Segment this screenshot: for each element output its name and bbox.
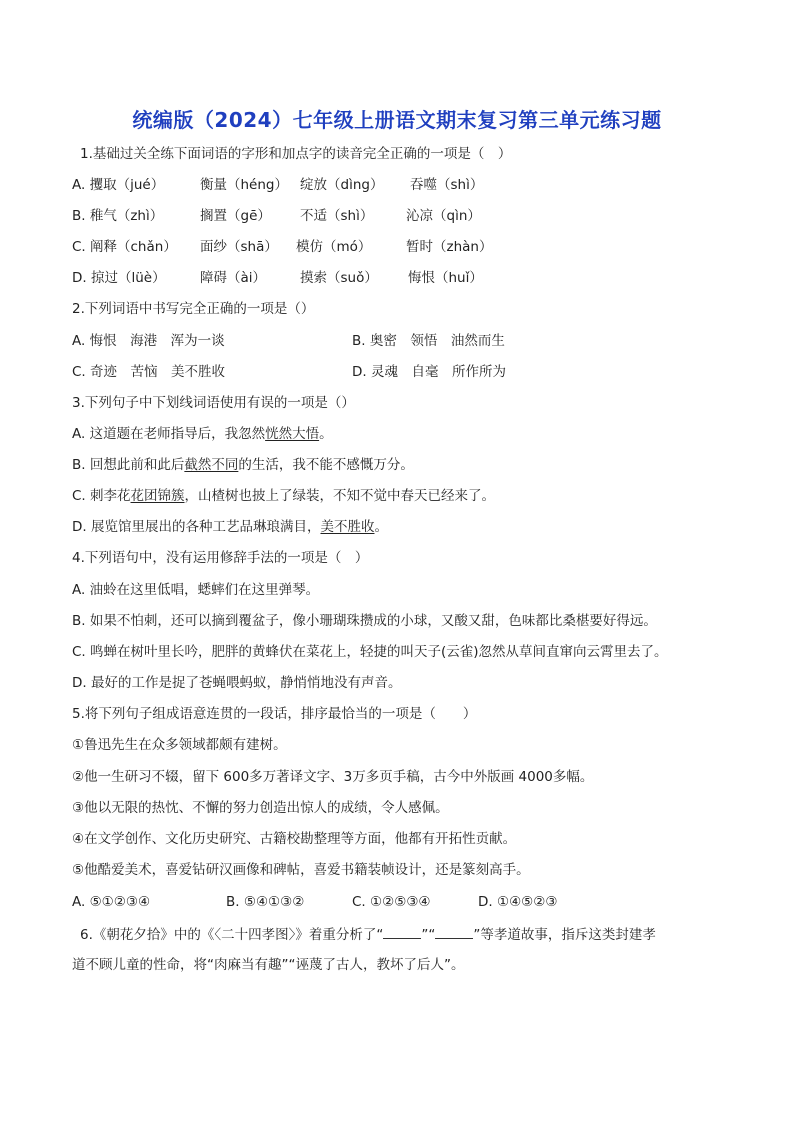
question-3-option-c xyxy=(72,486,495,506)
option-word: 不适（shì） xyxy=(300,208,374,224)
question-3-option-d xyxy=(72,517,388,537)
question-2-stem: 2.下列词语中书写完全正确的一项是（） xyxy=(72,301,315,317)
underlined-phrase: 恍然大悟 xyxy=(265,426,320,442)
option-text: 。 xyxy=(374,519,388,535)
question-1-stem: 1.基础过关全练下面词语的字形和加点字的读音完全正确的一项是（ ） xyxy=(80,146,512,162)
question-3-option-b xyxy=(72,455,414,475)
underlined-phrase: 花团锦簇 xyxy=(130,488,185,504)
question-5-option-b: B. ⑤④①③② xyxy=(226,894,305,910)
underlined-phrase: 美不胜收 xyxy=(320,519,375,535)
option-text: A. 这道题在老师指导后，我忽然 xyxy=(72,426,266,442)
question-2-option-b: B. 奥密 领悟 油然而生 xyxy=(352,333,505,349)
option-word: 障碍（ài） xyxy=(200,270,267,286)
question-5-sentence: ③他以无限的热忱、不懈的努力创造出惊人的成绩，令人感佩。 xyxy=(72,800,449,816)
option-word: 搁置（gē） xyxy=(200,208,271,224)
question-4-option-c: C. 鸣蝉在树叶里长吟，肥胖的黄蜂伏在菜花上，轻捷的叫天子(云雀)忽然从草间直窜向云霄里去了。 xyxy=(72,644,668,660)
question-4-stem: 4.下列语句中，没有运用修辞手法的一项是（ ） xyxy=(72,550,369,566)
question-5-sentence: ②他一生研习不辍，留下 600多万著译文字、3万多页手稿，古今中外版画 4000多幅。 xyxy=(72,769,594,785)
option-word: A. 攫取（jué） xyxy=(72,177,165,193)
option-text: D. 展览馆里展出的各种工艺品琳琅满目， xyxy=(72,519,321,535)
question-5-sentence: ①鲁迅先生在众多领域都颇有建树。 xyxy=(72,737,287,753)
question-5-stem: 5.将下列句子组成语意连贯的一段话，排序最恰当的一项是（ ） xyxy=(72,706,477,722)
option-word: 暂时（zhàn） xyxy=(406,239,493,255)
question-6-line-1 xyxy=(80,924,656,945)
question-text: ”“ xyxy=(421,927,436,943)
question-2-option-c: C. 奇迹 苦恼 美不胜收 xyxy=(72,364,226,380)
option-text: 。 xyxy=(319,426,333,442)
question-5-sentence: ④在文学创作、文化历史研究、古籍校勘整理等方面，他都有开拓性贡献。 xyxy=(72,831,517,847)
option-word: 悔恨（huǐ） xyxy=(408,270,483,286)
option-text: 的生活，我不能不感慨万分。 xyxy=(238,457,414,473)
option-word: D. 掠过（lüè） xyxy=(72,270,166,286)
question-text: 6.《朝花夕拾》中的《〈二十四孝图〉》着重分析了“ xyxy=(80,927,384,943)
option-word: 模仿（mó） xyxy=(296,239,372,255)
question-2-option-a: A. 悔恨 海港 浑为一谈 xyxy=(72,333,225,349)
option-word: 沁凉（qìn） xyxy=(406,208,481,224)
answer-blank-1[interactable] xyxy=(383,924,421,939)
option-text: B. 回想此前和此后 xyxy=(72,457,185,473)
option-word: B. 稚气（zhì） xyxy=(72,208,164,224)
question-5-sentence: ⑤他酷爱美术，喜爱钻研汉画像和碑帖，喜爱书籍装帧设计，还是篆刻高手。 xyxy=(72,862,530,878)
question-5-option-a: A. ⑤①②③④ xyxy=(72,894,151,910)
option-word: 衡量（héng） xyxy=(200,177,288,193)
page-title: 统编版（2024）七年级上册语文期末复习第三单元练习题 xyxy=(132,108,662,132)
option-text: C. 刺李花 xyxy=(72,488,131,504)
question-5-option-d: D. ①④⑤②③ xyxy=(478,894,558,910)
option-word: 吞噬（shì） xyxy=(410,177,484,193)
question-2-option-d: D. 灵魂 自毫 所作所为 xyxy=(352,364,506,380)
option-word: 面纱（shā） xyxy=(200,239,278,255)
option-text: ，山楂树也披上了绿装，不知不觉中春天已经来了。 xyxy=(184,488,496,504)
question-4-option-a: A. 油蛉在这里低唱，蟋蟀们在这里弹琴。 xyxy=(72,582,320,598)
option-word: C. 阐释（chǎn） xyxy=(72,239,177,255)
question-3-option-a xyxy=(72,424,333,444)
underlined-phrase: 截然不同 xyxy=(184,457,239,473)
question-4-option-b: B. 如果不怕刺，还可以摘到覆盆子，像小珊瑚珠攒成的小球，又酸又甜，色味都比桑椹要好得远。 xyxy=(72,613,657,629)
answer-blank-2[interactable] xyxy=(435,924,473,939)
option-word: 绽放（dìng） xyxy=(300,177,384,193)
question-5-option-c: C. ①②⑤③④ xyxy=(352,894,431,910)
question-4-option-d: D. 最好的工作是捉了苍蝇喂蚂蚁，静悄悄地没有声音。 xyxy=(72,675,402,691)
question-text: ”等孝道故事，指斥这类封建孝 xyxy=(473,927,656,943)
question-3-stem: 3.下列句子中下划线词语使用有误的一项是（） xyxy=(72,395,355,411)
option-word: 摸索（suǒ） xyxy=(300,270,378,286)
question-6-line-2: 道不顾儿童的性命，将“肉麻当有趣”“诬蔑了古人，教坏了后人”。 xyxy=(72,957,465,973)
